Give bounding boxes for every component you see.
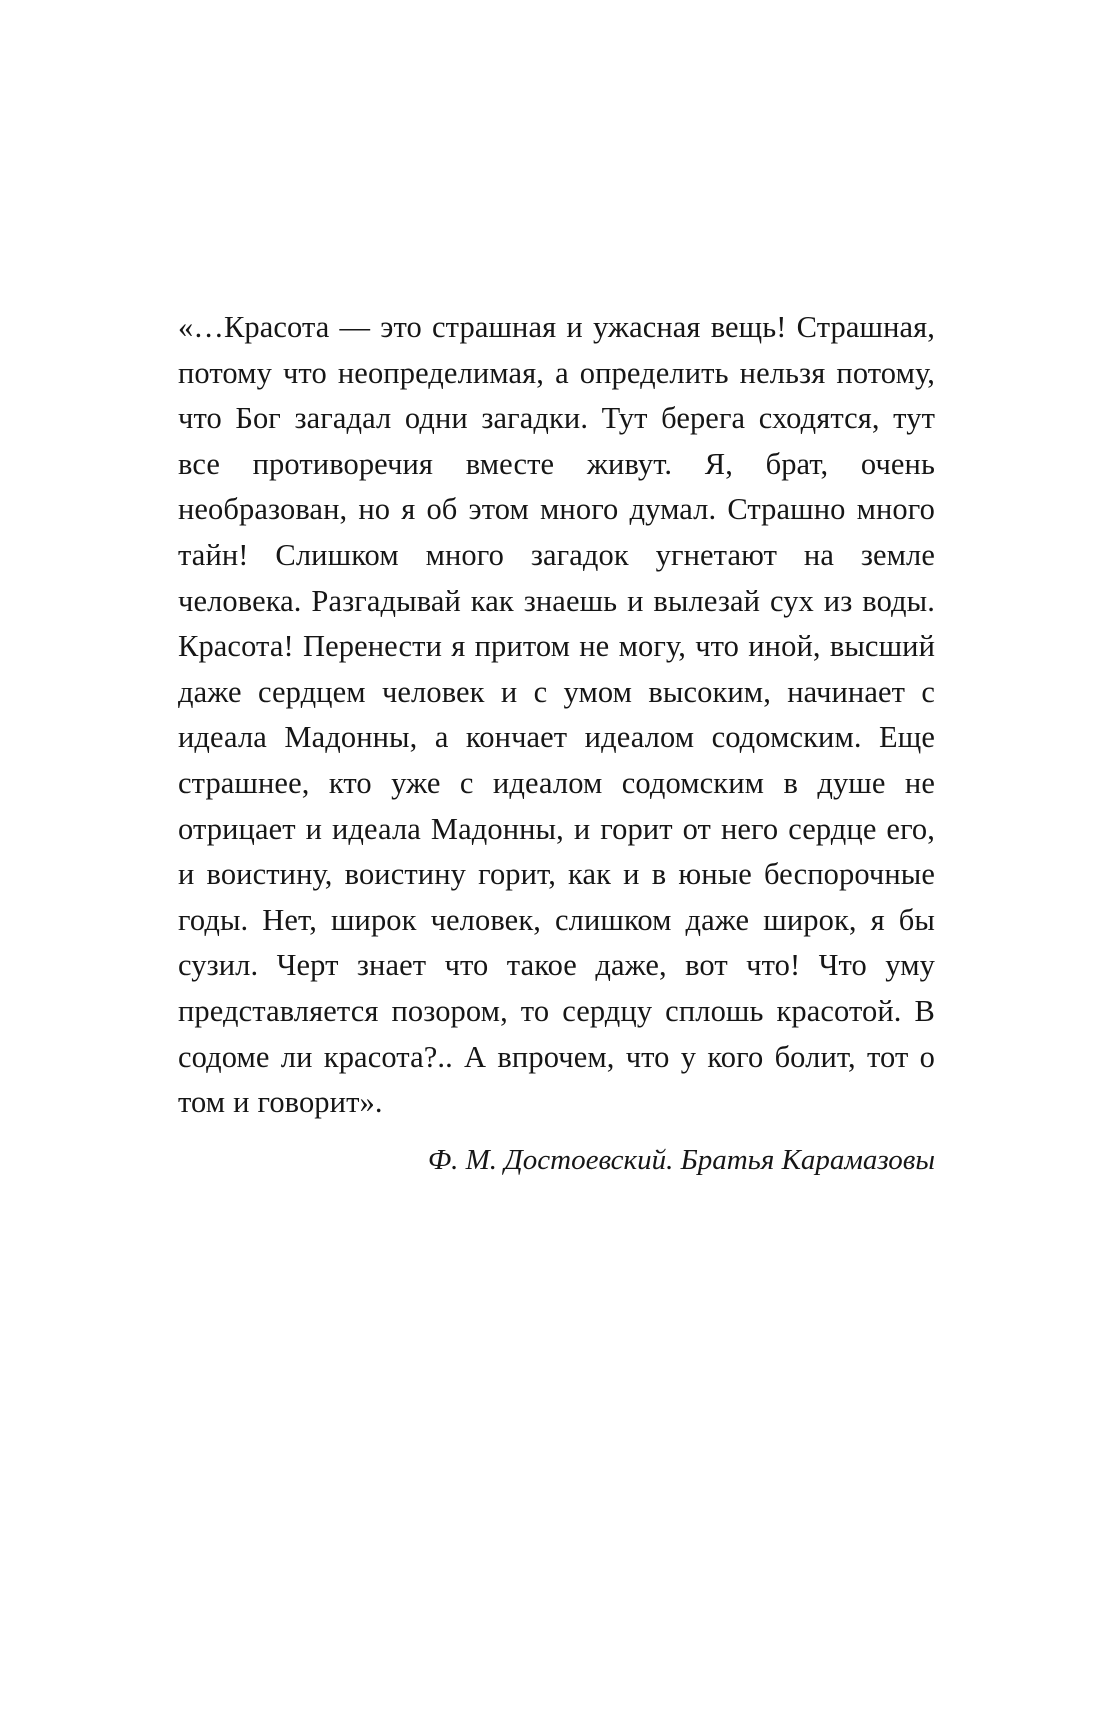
epigraph-attribution: Ф. М. Достоевский. Братья Карамазовы bbox=[427, 1143, 935, 1176]
epigraph-block bbox=[178, 305, 935, 1180]
epigraph-quote-text: «…Красота — это страшная и ужасная вещь! Страшная, потому что неопределимая, а определить нельзя потому, что Бог загадал одни загадки. Тут берега сходятся, тут все противоречия вместе живут. Я, брат, очень необразован, но я об этом много думал. Страшно много тайн! Слишком много загадок угнетают на земле человека. Разгадывай как знаешь и вылезай сух из воды. Красота! Перенести я притом не могу, что иной, высший даже сердцем человек и с умом высоким, начинает с идеала Мадонны, а кончает идеалом содомским. Еще страшнее, кто уже с идеалом содомским в душе не отрицает и идеала Мадонны, и горит от него сердце его, и воистину, воистину горит, как и в юные беспорочные годы. Нет, широк человек, слишком даже широк, я бы сузил. Черт знает что такое даже, вот что! Что уму представляется позором, то сердцу сплошь красотой. В содоме ли красота?.. А впрочем, что у кого болит, тот о том и говорит». bbox=[178, 310, 935, 1120]
